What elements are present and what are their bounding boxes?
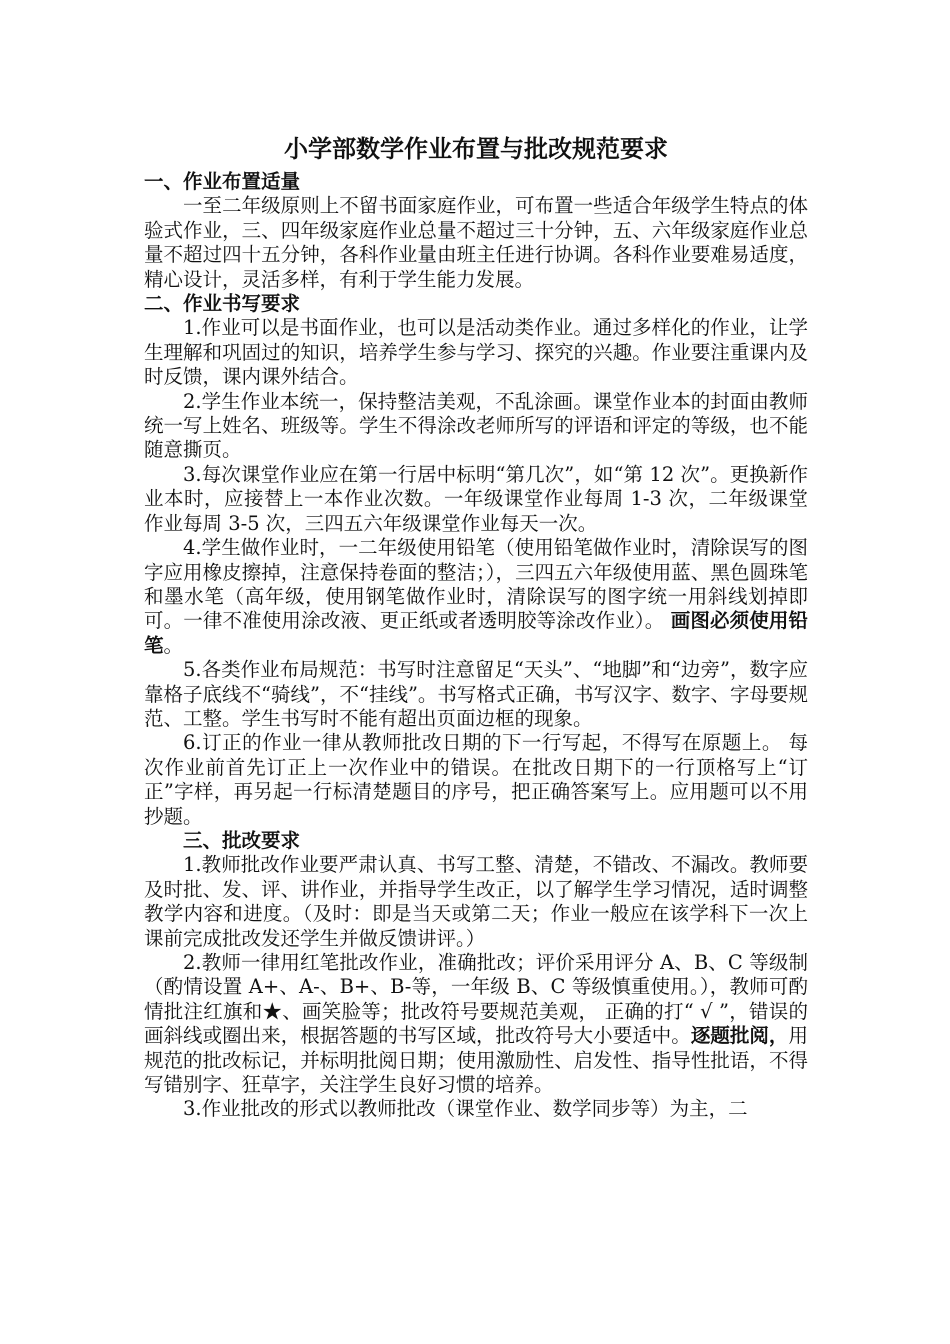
emphasis-text: 画图必须使用铅笔 <box>144 609 808 657</box>
paragraph <box>144 951 808 1097</box>
paragraph: 6.订正的作业一律从教师批改日期的下一行写起，不得写在原题上。 每次作业前首先订正上一次作业中的错误。在批改日期下的一行顶格写上“订正”字样，再另起一行标清楚题目的序号，把正确答案写上。应用题可以不用抄题。 <box>144 731 808 828</box>
paragraph: 5.各类作业布局规范：书写时注意留足“天头”、“地脚”和“边旁”，数字应靠格子底线不“骑线”，不“挂线”。书写格式正确，书写汉字、数字、字母要规范、工整。学生书写时不能有超出页面边框的现象。 <box>144 658 808 730</box>
section-grading-requirements <box>144 829 808 1122</box>
paragraph-text: 。 <box>163 633 184 657</box>
section-heading: 二、作业书写要求 <box>144 292 301 316</box>
paragraph <box>144 536 808 658</box>
paragraph: 2.学生作业本统一，保持整洁美观，不乱涂画。课堂作业本的封面由教师统一写上姓名、班级等。学生不得涂改老师所写的评语和评定的等级，也不能随意撕页。 <box>144 389 808 462</box>
paragraph: 3.作业批改的形式以教师批改（课堂作业、数学同步等）为主，二 <box>183 1097 748 1121</box>
paragraph-text: 2.教师一律用红笔批改作业，准确批改；评价采用评分 A、B、C 等级制（酌情设置 A+、A-、B+、B-等，一年级 B、C 等级慎重使用。），教师可酌情批注红旗和★、画笑脸等；批改符号要规范美观， 正确的打“ √ ”，错误的画斜线或圈出来，根据答题的书写区域，批改符号大小要适中。 <box>144 951 808 1048</box>
section-assignment-amount <box>144 170 808 292</box>
paragraph: 一至二年级原则上不留书面家庭作业，可布置一些适合年级学生特点的体验式作业，三、四年级家庭作业总量不超过三十分钟，五、六年级家庭作业总量不超过四十五分钟，各科作业量由班主任进行协调。各科作业要难易适度，精心设计，灵活多样，有利于学生能力发展。 <box>144 194 808 291</box>
paragraph-text: 4.学生做作业时，一二年级使用铅笔（使用铅笔做作业时，清除误写的图字应用橡皮擦掉，注意保持卷面的整洁；），三四五六年级使用蓝、黑色圆珠笔和墨水笔（高年级，使用钢笔做作业时，清除误写的图字统一用斜线划掉即可。一律不准使用涂改液、更正纸或者透明胶等涂改作业）。 <box>144 536 808 633</box>
emphasis-text: 逐题批阅， <box>690 1024 789 1048</box>
section-heading: 一、作业布置适量 <box>144 170 301 193</box>
paragraph: 3.每次课堂作业应在第一行居中标明“第几次”，如“第 12 次”。更换新作业本时，应接替上一本作业次数。一年级课堂作业每周 1-3 次，二年级课堂作业每周 3-5 次，三四五六年级课堂作业每天一次。 <box>144 462 808 535</box>
paragraph: 1.教师批改作业要严肃认真、书写工整、清楚，不错改、不漏改。教师要及时批、发、评、讲作业，并指导学生改正，以了解学生学习情况，适时调整教学内容和进度。（及时：即是当天或第二天；作业一般应在该学科下一次上课前完成批改发还学生并做反馈讲评。） <box>144 853 808 950</box>
section-writing-requirements <box>144 292 808 829</box>
document-title: 小学部数学作业布置与批改规范要求 <box>284 134 668 163</box>
section-heading: 三、批改要求 <box>183 828 301 852</box>
paragraph: 1.作业可以是书面作业，也可以是活动类作业。通过多样化的作业，让学生理解和巩固过的知识，培养学生参与学习、探究的兴趣。作业要注重课内及时反馈，课内课外结合。 <box>144 316 808 389</box>
paragraph-text: 用规范的批改标记，并标明批阅日期；使用激励性、启发性、指导性批语，不得写错别字、狂草字，关注学生良好习惯的培养。 <box>144 1024 808 1097</box>
